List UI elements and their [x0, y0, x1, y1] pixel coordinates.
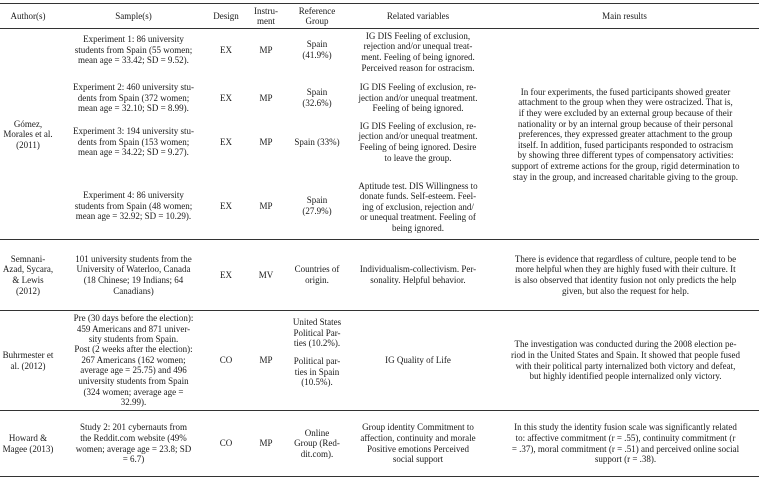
header-results: Main results: [602, 11, 647, 21]
design-semnani: EX: [220, 269, 232, 280]
reference-exp4: Spain (27.9%): [302, 195, 332, 216]
header-reference: Reference Group: [298, 6, 336, 26]
header-author: Author(s): [10, 11, 46, 21]
rule-bottom: [0, 476, 759, 477]
author-howard: Howard & Magee (2013): [2, 432, 54, 454]
sample-exp3: Experiment 3: 194 university stu- dents from Spain (153 women; mean age = 34.22; SD = 9.27).: [73, 126, 194, 158]
author-gomez: Gómez, Morales et al. (2011): [3, 118, 53, 150]
author-semnani: Semnani- Azad, Sycara, & Lewis (2012): [2, 253, 54, 296]
instrument-exp4: MP: [259, 200, 273, 211]
variables-exp1: IG DIS Feeling of exclusion, rejection and/or unequal treat- ment. Feeling of being ignored. Perceived reason for ostracism.: [361, 30, 475, 73]
instrument-exp2: MP: [259, 92, 273, 103]
variables-exp4: Aptitude test. DIS Willingness to donate funds. Self-esteem. Feel- ing of exclusion, rejection and/ or unequal treatment. Feeling of being ignored.: [358, 180, 478, 233]
sample-semnani: 101 university students from the University of Waterloo, Canada (18 Chinese; 19 Indians; 64 Canadians): [75, 253, 192, 296]
results-semnani: There is evidence that regardless of culture, people tend to be more helpful when they are highly fused with their culture. It is also observed that identity fusion not only predicts the help given, but also the request for help.: [514, 253, 737, 296]
reference-buhrmester-es: Political par- ties in Spain (10.5%).: [293, 356, 341, 388]
results-gomez: In four experiments, the fused participants showed greater attachment to the group when they were ostracized. That is, if they were excluded by an external group because of their nationality or by an internal group because of their personal preferences, they expressed greater attachment to the group itself. In addition, fused participants responded to ostracism by showing three different types of compensatory activities: support of extreme actions for the group, rigid determination to stay in the group, and increased charitable giving to the group.: [511, 86, 740, 182]
reference-exp2: Spain (32.6%): [302, 87, 332, 108]
header-instrument: Instru- ment: [254, 6, 278, 26]
reference-exp3: Spain (33%): [294, 136, 340, 147]
reference-buhrmester-us: United States Political Par- ties (10.2%).: [292, 317, 342, 349]
variables-buhrmester: IG Quality of Life: [385, 355, 451, 366]
sample-exp2: Experiment 2: 460 university stu- dents from Spain (372 women; mean age = 32.10; SD = 8.99).: [73, 82, 194, 114]
sample-exp1: Experiment 1: 86 university students from Spain (55 women; mean age = 33.42; SD = 9.52).: [74, 34, 193, 66]
design-howard: CO: [219, 438, 233, 449]
design-exp4: EX: [220, 200, 232, 211]
instrument-buhrmester: MP: [259, 355, 273, 366]
sample-exp4: Experiment 4: 86 university students from Spain (48 women; mean age = 32.92; SD = 10.29).: [74, 190, 193, 222]
instrument-exp3: MP: [259, 136, 273, 147]
reference-exp1: Spain (41.9%): [302, 39, 332, 60]
instrument-semnani: MV: [258, 269, 274, 280]
variables-howard: Group identity Commitment to affection, continuity and morale Positive emotions Perceived social support: [360, 422, 476, 465]
sample-buhrmester-pre: Pre (30 days before the election): 459 Americans and 871 univer- sity students from Spain.: [73, 313, 194, 345]
variables-exp2: IG DIS Feeling of exclusion, re- jection and/or unequal treatment. Feeling of being ignored.: [358, 82, 478, 114]
rule-header: [0, 28, 759, 29]
author-buhrmester: Buhrmester et al. (2012): [2, 349, 54, 371]
sample-buhrmester-post: Post (2 weeks after the election): 267 Americans (162 women; average age = 25.75) and 496 university students from Spain (324 women; average age = 32.99).: [74, 344, 193, 408]
header-sample: Sample(s): [115, 11, 152, 21]
design-buhrmester: CO: [219, 355, 233, 366]
header-variables: Related variables: [386, 11, 450, 21]
header-design: Design: [213, 11, 239, 21]
design-exp1: EX: [220, 44, 232, 55]
sample-howard: Study 2: 201 cybernauts from the Reddit.com website (49% women; average age = 23.8; SD = 6.7): [75, 422, 192, 465]
variables-exp3: IG DIS Feeling of exclusion, re- jection and/or unequal treatment. Feeling of being ignored. Desire to leave the group.: [358, 120, 478, 163]
design-exp2: EX: [220, 92, 232, 103]
reference-howard: Online Group (Red- dit.com).: [294, 427, 340, 459]
reference-semnani: Countries of origin.: [294, 264, 340, 285]
results-howard: In this study the identity fusion scale was significantly related to: affective commitment (r = .55), continuity commitment (r = .37), moral commitment (r = .51) and perceived online social support (r = .38).: [511, 422, 740, 465]
instrument-howard: MP: [259, 438, 273, 449]
instrument-exp1: MP: [259, 44, 273, 55]
design-exp3: EX: [220, 136, 232, 147]
variables-semnani: Individualism-collectivism. Per- sonality. Helpful behavior.: [359, 264, 477, 285]
results-buhrmester: The investigation was conducted during the 2008 election pe- riod in the United States and Spain. It showed that people fused with their political party internalized both victory and defeat, but highly identified people internalized only victory.: [511, 339, 740, 382]
